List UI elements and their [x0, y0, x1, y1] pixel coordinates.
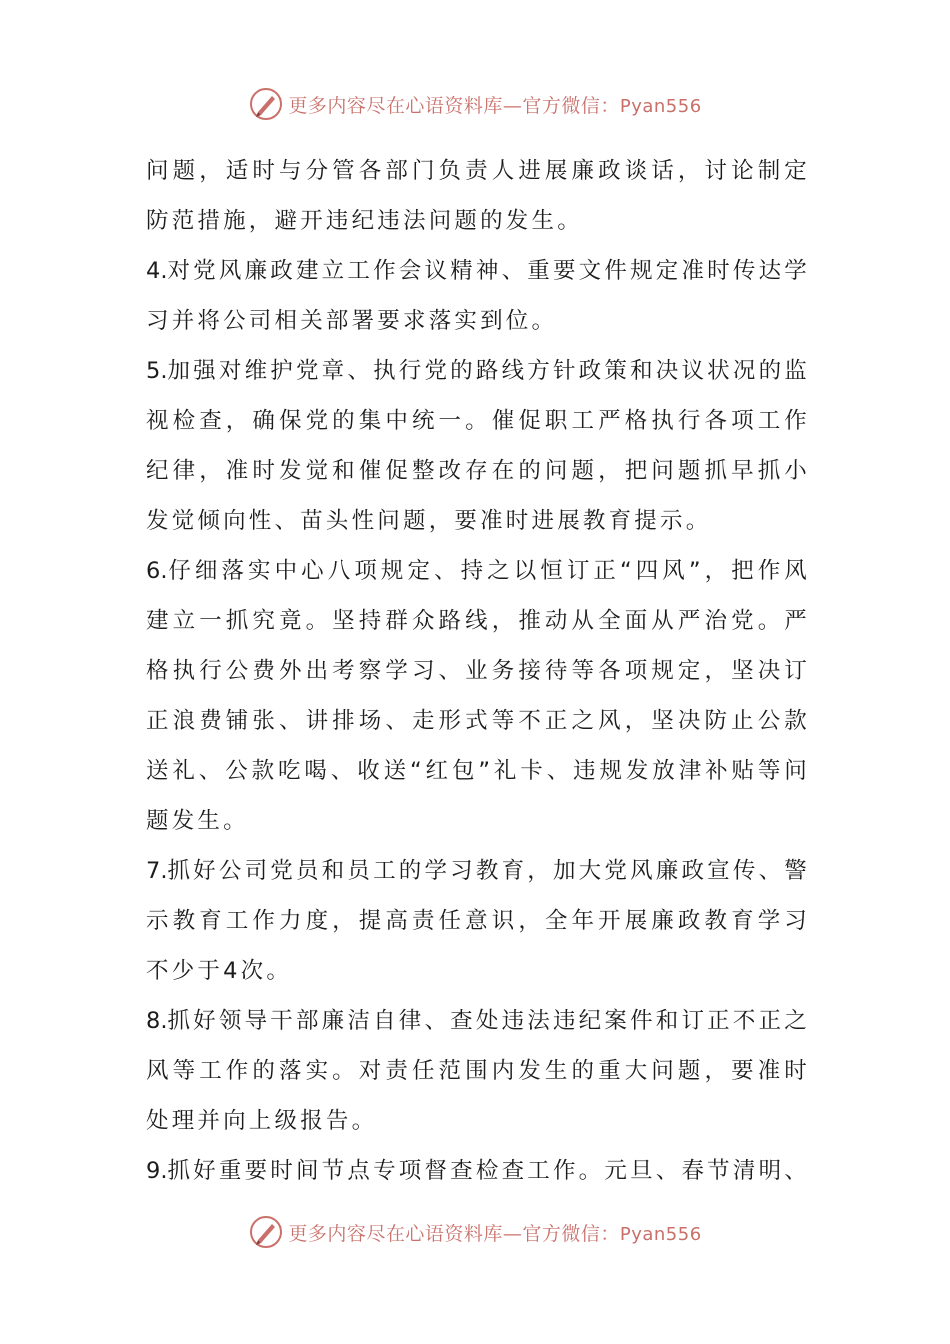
paragraph: 5.加强对维护党章、执行党的路线方针政策和决议状况的监视检查，确保党的集中统一。催促职工严格执行各项工作纪律，准时发觉和催促整改存在的问题，把问题抓早抓小发觉倾向性、苗头性问题，要准时进展教育提示。 — [146, 358, 810, 534]
paragraph: 7.抓好公司党员和员工的学习教育，加大党风廉政宣传、警示教育工作力度，提高责任意识，全年开展廉政教育学习不少于4次。 — [146, 858, 810, 984]
document-body — [146, 146, 810, 1196]
header-watermark — [0, 84, 950, 124]
pen-logo-icon — [248, 1214, 284, 1250]
paragraph: 问题，适时与分管各部门负责人进展廉政谈话，讨论制定防范措施，避开违纪违法问题的发生。 — [146, 158, 810, 234]
footer-watermark — [0, 1212, 950, 1252]
pen-logo-icon — [248, 86, 284, 122]
paragraph: 4.对党风廉政建立工作会议精神、重要文件规定准时传达学习并将公司相关部署要求落实到位。 — [146, 258, 810, 334]
watermark-text: 更多内容尽在心语资料库—官方微信：Pyan556 — [288, 94, 702, 117]
paragraph: 8.抓好领导干部廉洁自律、查处违法违纪案件和订正不正之风等工作的落实。对责任范围内发生的重大问题，要准时处理并向上级报告。 — [146, 1008, 810, 1134]
paragraph: 6.仔细落实中心八项规定、持之以恒订正“四风”，把作风建立一抓究竟。坚持群众路线，推动从全面从严治党。严格执行公费外出考察学习、业务接待等各项规定，坚决订正浪费铺张、讲排场、走形式等不正之风，坚决防止公款送礼、公款吃喝、收送“红包”礼卡、违规发放津补贴等问题发生。 — [146, 558, 810, 834]
watermark-text: 更多内容尽在心语资料库—官方微信：Pyan556 — [288, 1222, 702, 1245]
paragraph: 9.抓好重要时间节点专项督查检查工作。元旦、春节清明、 — [146, 1158, 810, 1184]
